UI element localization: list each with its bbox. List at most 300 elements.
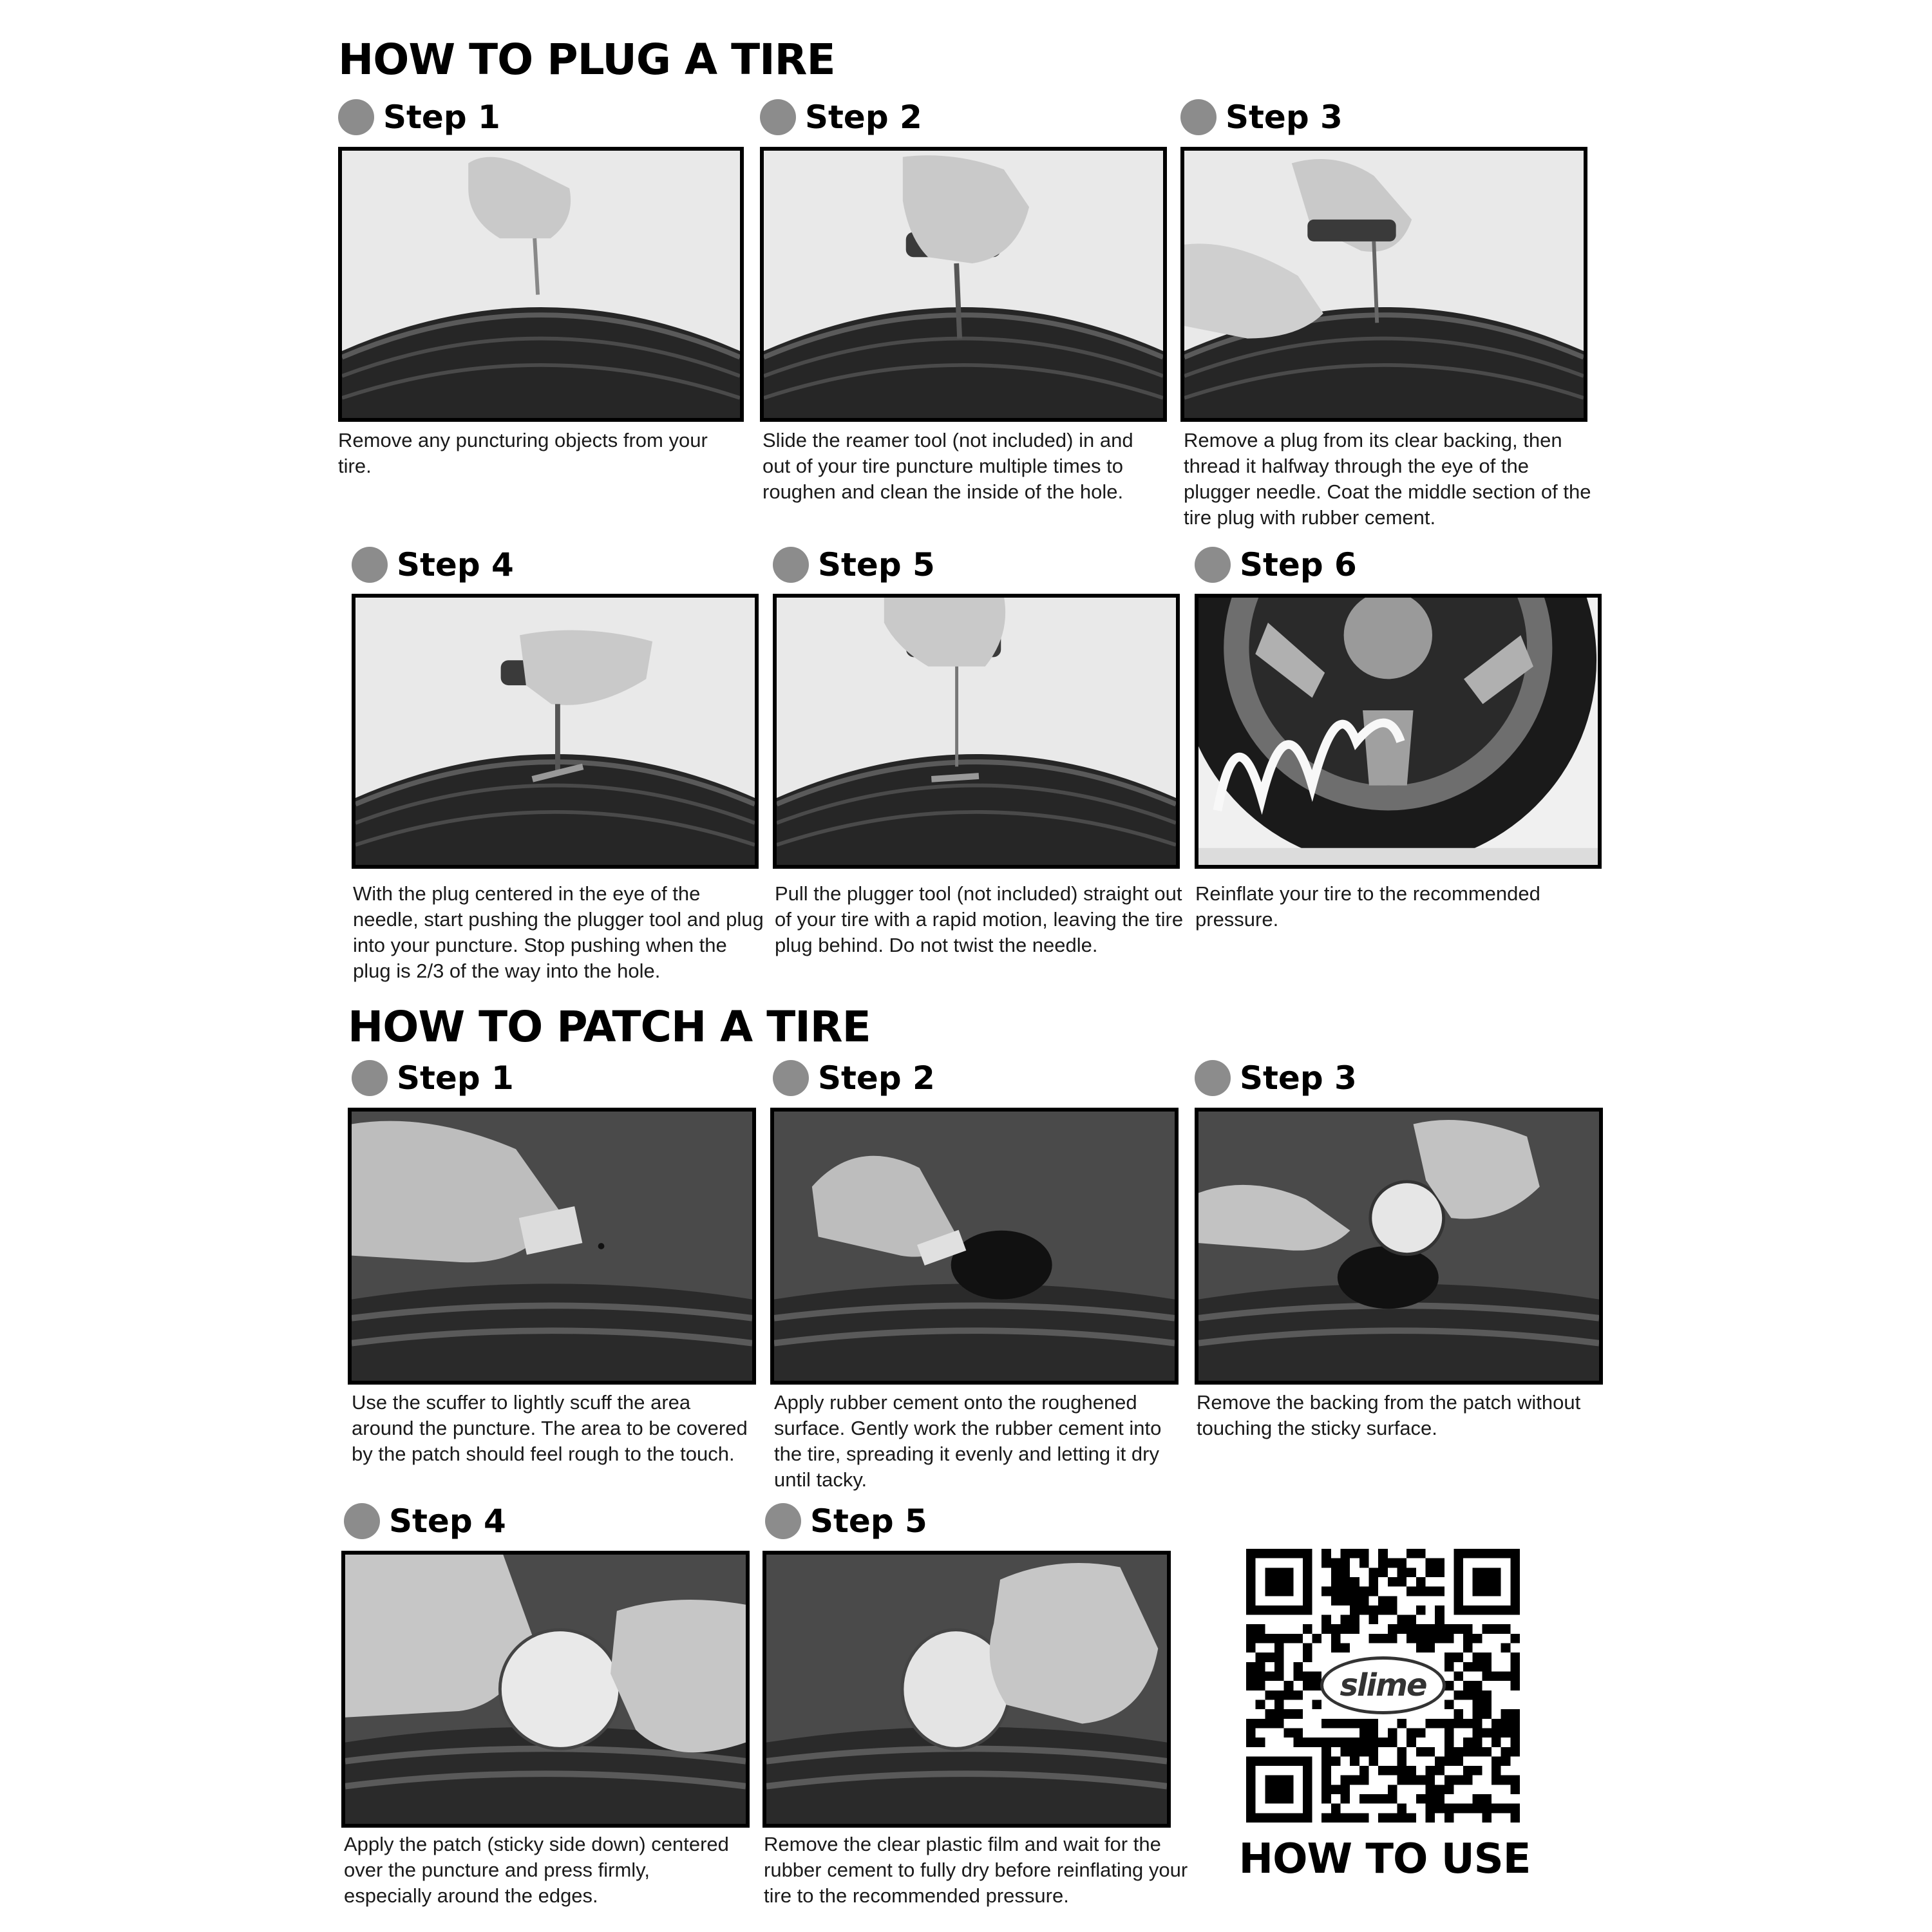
step-bullet-icon (760, 99, 796, 135)
plug-step-6-header (1195, 544, 1357, 585)
qr-module (1473, 1634, 1482, 1643)
qr-caption: HOW TO USE (1238, 1835, 1531, 1883)
qr-module (1274, 1672, 1284, 1681)
qr-module (1406, 1728, 1416, 1738)
qr-module (1359, 1766, 1369, 1776)
qr-module (1303, 1681, 1312, 1690)
qr-module (1331, 1577, 1341, 1587)
qr-module (1435, 1615, 1444, 1625)
qr-module (1246, 1643, 1256, 1653)
qr-module (1256, 1681, 1265, 1690)
plug-step-5-header (773, 544, 935, 585)
patch-step-1-label: Step 1 (397, 1059, 514, 1097)
qr-module (1350, 1776, 1359, 1785)
qr-module (1444, 1728, 1454, 1738)
qr-module (1331, 1785, 1341, 1794)
qr-module (1501, 1728, 1511, 1738)
patch-section-title: HOW TO PATCH A TIRE (348, 1002, 871, 1052)
qr-module (1425, 1634, 1435, 1643)
qr-module (1378, 1738, 1388, 1747)
step-bullet-icon (352, 547, 388, 583)
qr-module (1473, 1662, 1482, 1672)
qr-module (1293, 1690, 1303, 1700)
plug-step-2-caption: Slide the reamer tool (not included) in and out of your tire puncture multiple times to roughen and clean the inside of the hole. (762, 429, 1133, 503)
qr-module (1331, 1738, 1341, 1747)
qr-module (1406, 1813, 1416, 1823)
qr-module (1359, 1747, 1369, 1757)
qr-module (1397, 1804, 1406, 1814)
qr-module (1463, 1766, 1473, 1776)
plug-step-5-caption: Pull the plugger tool (not included) straight out of your tire with a rapid motion, leaving the tire plug behind. Do not twist the needle. (775, 882, 1184, 956)
qr-module (1388, 1738, 1397, 1747)
qr-module (1378, 1596, 1388, 1605)
qr-module (1444, 1813, 1454, 1823)
patch-step-5-photo (762, 1551, 1171, 1828)
qr-module (1321, 1776, 1331, 1785)
qr-module (1510, 1747, 1520, 1757)
qr-module (1321, 1615, 1331, 1625)
qr-module (1435, 1785, 1444, 1794)
qr-module (1416, 1587, 1426, 1596)
qr-module (1425, 1643, 1435, 1653)
qr-module (1425, 1776, 1435, 1785)
plug-step-6-label: Step 6 (1240, 546, 1357, 583)
qr-module (1435, 1804, 1444, 1814)
qr-module (1256, 1672, 1265, 1681)
qr-module (1321, 1747, 1331, 1757)
qr-module (1444, 1747, 1454, 1757)
step-bullet-icon (338, 99, 374, 135)
qr-module (1274, 1653, 1284, 1662)
qr-module (1378, 1634, 1388, 1643)
qr-module (1265, 1672, 1274, 1681)
qr-module (1303, 1653, 1312, 1662)
qr-module (1246, 1662, 1256, 1672)
qr-module (1501, 1709, 1511, 1719)
qr-module (1444, 1624, 1454, 1634)
patch-step-5-header (765, 1501, 927, 1542)
patch-step-1-caption: Use the scuffer to lightly scuff the area around the puncture. The area to be covered by the patch should feel rough to the touch. (352, 1391, 748, 1465)
qr-module (1303, 1624, 1312, 1634)
qr-module (1501, 1776, 1511, 1785)
plug-step-5-photo (773, 594, 1180, 869)
qr-module (1284, 1634, 1294, 1643)
qr-module (1331, 1634, 1341, 1643)
qr-module (1256, 1624, 1265, 1634)
qr-module (1406, 1738, 1416, 1747)
qr-module (1321, 1794, 1331, 1804)
qr-module (1416, 1549, 1426, 1558)
qr-module (1341, 1624, 1350, 1634)
qr-module (1246, 1719, 1256, 1728)
qr-module (1369, 1719, 1379, 1728)
patch-step-4-caption: Apply the patch (sticky side down) centered over the puncture and press firmly, especially around the edges. (344, 1833, 729, 1907)
qr-module (1473, 1681, 1482, 1690)
qr-module (1312, 1738, 1322, 1747)
qr-module (1331, 1567, 1341, 1577)
plug-step-3-photo (1180, 147, 1587, 422)
qr-module (1369, 1728, 1379, 1738)
patch-step-1-header (352, 1057, 514, 1099)
qr-module (1416, 1624, 1426, 1634)
plug-section-title: HOW TO PLUG A TIRE (338, 35, 835, 84)
qr-module (1482, 1813, 1492, 1823)
qr-module (1510, 1719, 1520, 1728)
qr-module (1331, 1596, 1341, 1605)
qr-module (1463, 1719, 1473, 1728)
qr-module (1359, 1776, 1369, 1785)
qr-module (1246, 1681, 1256, 1690)
qr-module (1454, 1776, 1463, 1785)
qr-module (1341, 1567, 1350, 1577)
qr-module (1284, 1690, 1294, 1700)
plug-step-3-label: Step 3 (1226, 99, 1343, 136)
qr-module (1369, 1615, 1379, 1625)
qr-module (1312, 1634, 1322, 1643)
qr-module (1425, 1567, 1435, 1577)
plug-step-2-photo (760, 147, 1167, 422)
qr-module (1435, 1624, 1444, 1634)
qr-module (1510, 1813, 1520, 1823)
qr-module (1435, 1634, 1444, 1643)
qr-module (1482, 1700, 1492, 1709)
qr-module (1350, 1605, 1359, 1615)
patch-step-3-photo (1195, 1108, 1603, 1385)
qr-module (1482, 1804, 1492, 1814)
qr-module (1331, 1558, 1341, 1568)
patch-step-5-caption: Remove the clear plastic film and wait for the rubber cement to fully dry before reinflating your tire to the recommended pressure. (764, 1833, 1188, 1907)
qr-module (1246, 1672, 1256, 1681)
qr-code[interactable] (1246, 1549, 1520, 1823)
plug-step-3-header (1180, 97, 1343, 138)
patch-step-4-header (344, 1501, 506, 1542)
qr-module (1492, 1756, 1501, 1766)
qr-module (1425, 1794, 1435, 1804)
qr-module (1369, 1756, 1379, 1766)
plug-step-4-caption: With the plug centered in the eye of the needle, start pushing the plugger tool and plug into your puncture. Stop pushing when the plug is 2/3 of the way into the hole. (353, 882, 764, 982)
qr-module (1293, 1662, 1303, 1672)
qr-module (1397, 1719, 1406, 1728)
qr-module (1463, 1624, 1473, 1634)
qr-module (1341, 1785, 1350, 1794)
qr-module (1321, 1624, 1331, 1634)
qr-module (1350, 1596, 1359, 1605)
qr-module (1435, 1719, 1444, 1728)
step-bullet-icon (773, 1060, 809, 1096)
qr-module (1482, 1794, 1492, 1804)
qr-module (1341, 1587, 1350, 1596)
qr-module (1341, 1558, 1350, 1568)
qr-module (1293, 1738, 1303, 1747)
qr-module (1444, 1738, 1454, 1747)
qr-module (1435, 1794, 1444, 1804)
qr-module (1444, 1719, 1454, 1728)
qr-module (1246, 1634, 1256, 1643)
qr-module (1397, 1577, 1406, 1587)
qr-module (1416, 1794, 1426, 1804)
qr-module (1454, 1719, 1463, 1728)
qr-module (1388, 1605, 1397, 1615)
qr-module (1473, 1766, 1482, 1776)
qr-module (1492, 1766, 1501, 1776)
qr-module (1388, 1813, 1397, 1823)
qr-module (1510, 1634, 1520, 1643)
qr-module (1492, 1672, 1501, 1681)
qr-module (1331, 1719, 1341, 1728)
plug-step-2-header (760, 97, 922, 138)
slime-logo (1320, 1656, 1446, 1714)
qr-module (1378, 1567, 1388, 1577)
qr-module (1435, 1567, 1444, 1577)
qr-module (1482, 1662, 1492, 1672)
qr-module (1397, 1615, 1406, 1625)
qr-module (1510, 1804, 1520, 1814)
plug-step-2-label: Step 2 (805, 99, 922, 136)
qr-module (1331, 1813, 1341, 1823)
qr-module (1435, 1766, 1444, 1776)
step-bullet-icon (352, 1060, 388, 1096)
qr-module (1416, 1728, 1426, 1738)
qr-module (1492, 1719, 1501, 1728)
qr-module (1397, 1813, 1406, 1823)
qr-module (1454, 1672, 1463, 1681)
qr-module (1406, 1766, 1416, 1776)
qr-module (1359, 1558, 1369, 1568)
qr-module (1359, 1813, 1369, 1823)
qr-module (1463, 1643, 1473, 1653)
plug-step-1-header (338, 97, 500, 138)
qr-module (1246, 1728, 1256, 1738)
qr-module (1359, 1728, 1369, 1738)
qr-module (1359, 1605, 1369, 1615)
qr-module (1473, 1804, 1482, 1814)
qr-module (1274, 1700, 1284, 1709)
qr-module (1388, 1558, 1397, 1568)
qr-module (1350, 1738, 1359, 1747)
qr-module (1416, 1577, 1426, 1587)
qr-module (1331, 1587, 1341, 1596)
qr-module (1425, 1766, 1435, 1776)
qr-module (1388, 1634, 1397, 1643)
qr-module (1444, 1785, 1454, 1794)
qr-module (1369, 1577, 1379, 1587)
patch-step-2-caption: Apply rubber cement onto the roughened surface. Gently work the rubber cement into the tire, spreading it evenly and letting it dry until tacky. (774, 1391, 1162, 1491)
qr-module (1397, 1558, 1406, 1568)
qr-module (1454, 1747, 1463, 1757)
qr-module (1359, 1738, 1369, 1747)
qr-module (1321, 1785, 1331, 1794)
qr-module (1341, 1747, 1350, 1757)
plug-step-3-caption: Remove a plug from its clear backing, then thread it halfway through the eye of the plugger needle. Coat the middle section of the tire plug with rubber cement. (1184, 429, 1591, 529)
patch-step-4-label: Step 4 (389, 1502, 506, 1540)
qr-module (1350, 1747, 1359, 1757)
qr-module (1397, 1567, 1406, 1577)
plug-step-5-label: Step 5 (818, 546, 935, 583)
qr-module (1378, 1813, 1388, 1823)
qr-module (1274, 1634, 1284, 1643)
qr-module (1406, 1615, 1416, 1625)
qr-module (1444, 1700, 1454, 1709)
qr-module (1331, 1624, 1341, 1634)
qr-module (1350, 1813, 1359, 1823)
qr-module (1463, 1738, 1473, 1747)
plug-step-1-label: Step 1 (383, 99, 500, 136)
qr-module (1454, 1690, 1463, 1700)
plug-step-6-photo (1195, 594, 1602, 869)
qr-module (1341, 1794, 1350, 1804)
qr-module (1482, 1624, 1492, 1634)
patch-step-3-header (1195, 1057, 1357, 1099)
qr-module (1293, 1672, 1303, 1681)
qr-module (1350, 1756, 1359, 1766)
qr-module (1425, 1719, 1435, 1728)
patch-step-2-photo (770, 1108, 1179, 1385)
qr-module (1425, 1813, 1435, 1823)
qr-module (1416, 1643, 1426, 1653)
qr-module (1416, 1747, 1426, 1757)
qr-module (1350, 1624, 1359, 1634)
qr-module (1256, 1700, 1265, 1709)
plug-step-1-caption: Remove any puncturing objects from your tire. (338, 429, 708, 477)
qr-module (1388, 1728, 1397, 1738)
qr-module (1256, 1738, 1265, 1747)
step-bullet-icon (1195, 1060, 1231, 1096)
qr-module (1444, 1756, 1454, 1766)
qr-module (1444, 1653, 1454, 1662)
qr-module (1425, 1558, 1435, 1568)
qr-module (1303, 1672, 1312, 1681)
step-bullet-icon (765, 1503, 801, 1539)
qr-module (1350, 1549, 1359, 1558)
qr-module (1406, 1776, 1416, 1785)
qr-module (1303, 1738, 1312, 1747)
qr-module (1369, 1634, 1379, 1643)
patch-step-2-label: Step 2 (818, 1059, 935, 1097)
qr-module (1492, 1624, 1501, 1634)
qr-module (1341, 1719, 1350, 1728)
qr-module (1265, 1690, 1274, 1700)
qr-module (1501, 1672, 1511, 1681)
plug-step-6-caption: Reinflate your tire to the recommended pressure. (1195, 882, 1540, 931)
patch-step-5-label: Step 5 (810, 1502, 927, 1540)
qr-module (1425, 1785, 1435, 1794)
qr-module (1406, 1549, 1416, 1558)
qr-module (1492, 1728, 1501, 1738)
qr-module (1473, 1690, 1482, 1700)
patch-step-4-photo (341, 1551, 750, 1828)
qr-module (1388, 1794, 1397, 1804)
qr-module (1256, 1653, 1265, 1662)
qr-module (1284, 1681, 1294, 1690)
qr-module (1510, 1653, 1520, 1662)
qr-module (1510, 1662, 1520, 1672)
qr-module (1256, 1662, 1265, 1672)
qr-module (1482, 1728, 1492, 1738)
qr-module (1321, 1587, 1331, 1596)
qr-module (1274, 1690, 1284, 1700)
qr-module (1482, 1690, 1492, 1700)
qr-module (1331, 1643, 1341, 1653)
qr-module (1321, 1738, 1331, 1747)
step-bullet-icon (1180, 99, 1217, 135)
qr-module (1369, 1747, 1379, 1757)
plug-step-4-photo (352, 594, 759, 869)
plug-step-4-header (352, 544, 514, 585)
qr-module (1435, 1587, 1444, 1596)
qr-module (1331, 1804, 1341, 1814)
qr-module (1416, 1634, 1426, 1643)
qr-module (1369, 1738, 1379, 1747)
qr-module (1463, 1634, 1473, 1643)
qr-module (1425, 1804, 1435, 1814)
qr-module (1331, 1756, 1341, 1766)
qr-module (1425, 1624, 1435, 1634)
qr-module (1378, 1558, 1388, 1568)
qr-module (1284, 1709, 1294, 1719)
qr-module (1463, 1776, 1473, 1785)
qr-module (1246, 1624, 1256, 1634)
qr-module (1501, 1756, 1511, 1766)
qr-module (1435, 1756, 1444, 1766)
qr-module (1444, 1776, 1454, 1785)
qr-module (1397, 1766, 1406, 1776)
qr-module (1369, 1567, 1379, 1577)
qr-module (1463, 1747, 1473, 1757)
qr-module (1482, 1747, 1492, 1757)
qr-module (1274, 1643, 1284, 1653)
qr-module (1482, 1653, 1492, 1662)
qr-module (1510, 1681, 1520, 1690)
qr-module (1454, 1624, 1463, 1634)
qr-module (1492, 1776, 1501, 1785)
qr-module (1321, 1558, 1331, 1568)
qr-module (1416, 1605, 1426, 1615)
qr-module (1378, 1605, 1388, 1615)
qr-module (1359, 1794, 1369, 1804)
qr-module (1321, 1766, 1331, 1776)
qr-module (1321, 1813, 1331, 1823)
qr-module (1341, 1615, 1350, 1625)
qr-module (1406, 1567, 1416, 1577)
qr-module (1501, 1804, 1511, 1814)
qr-module (1397, 1747, 1406, 1757)
patch-step-1-photo (348, 1108, 756, 1385)
qr-module (1444, 1662, 1454, 1672)
qr-module (1265, 1709, 1274, 1719)
qr-module (1397, 1756, 1406, 1766)
qr-module (1265, 1653, 1274, 1662)
slime-logo-text: slime (1340, 1667, 1426, 1703)
qr-module (1256, 1634, 1265, 1643)
qr-module (1501, 1719, 1511, 1728)
qr-module (1274, 1662, 1284, 1672)
qr-module (1463, 1681, 1473, 1690)
qr-module (1341, 1643, 1350, 1653)
qr-module (1341, 1596, 1350, 1605)
qr-module (1265, 1634, 1274, 1643)
qr-module (1482, 1709, 1492, 1719)
plug-step-4-label: Step 4 (397, 546, 514, 583)
qr-module (1274, 1709, 1284, 1719)
qr-module (1425, 1587, 1435, 1596)
qr-module (1359, 1596, 1369, 1605)
qr-module (1378, 1766, 1388, 1776)
qr-module (1369, 1587, 1379, 1596)
qr-module (1369, 1605, 1379, 1615)
qr-module (1359, 1719, 1369, 1728)
qr-module (1378, 1794, 1388, 1804)
qr-module (1425, 1747, 1435, 1757)
